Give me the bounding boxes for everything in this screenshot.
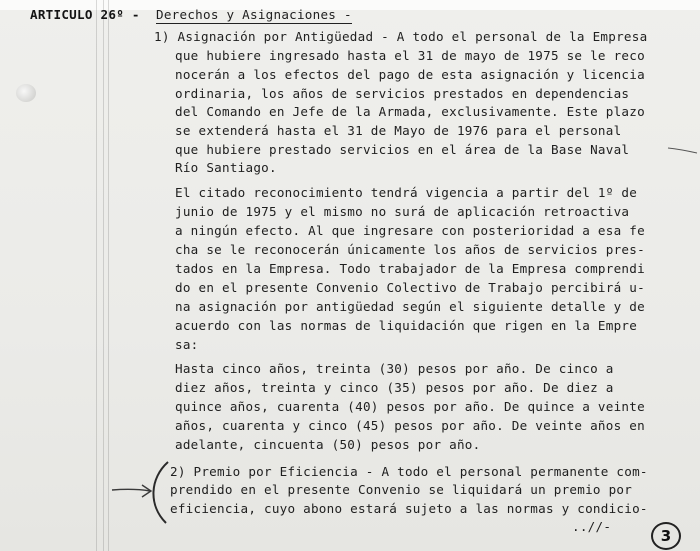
text-line: do en el presente Convenio Colectivo de Trabajo percibirá u-	[175, 280, 645, 295]
text-line: sa:	[175, 337, 199, 352]
text-line: se extenderá hasta el 31 de Mayo de 1976 para el personal	[175, 123, 622, 138]
text-line: diez años, treinta y cinco (35) pesos por año. De diez a	[175, 380, 614, 395]
text-line: a ningún efecto. Al que ingresare con posterioridad a esa fe	[175, 223, 645, 238]
text-line: que hubiere prestado servicios en el área de la Base Naval	[175, 142, 630, 157]
text-line: eficiencia, cuyo abono estará sujeto a las normas y condicio-	[170, 501, 648, 516]
text-line: que hubiere ingresado hasta el 31 de mayo de 1975 se le reco	[175, 48, 645, 63]
text-line: junio de 1975 y el mismo no surá de aplicación retroactiva	[175, 204, 630, 219]
text-line: tados en la Empresa. Todo trabajador de la Empresa comprendi	[175, 261, 645, 276]
text-line: 2) Premio por Eficiencia - A todo el personal permanente com-	[170, 464, 648, 479]
pencil-stroke	[668, 148, 697, 153]
text-line: prendido en el presente Convenio se liquidará un premio por	[170, 482, 633, 497]
text-line: ordinaria, los años de servicios prestados en dependencias	[175, 86, 630, 101]
text-line: 1) Asignación por Antigüedad - A todo el personal de la Empresa	[154, 29, 648, 44]
text-line: acuerdo con las normas de liquidación que rigen en la Empre	[175, 318, 638, 333]
text-line: Hasta cinco años, treinta (30) pesos por año. De cinco a	[175, 361, 614, 376]
text-line: El citado reconocimiento tendrá vigencia a partir del 1º de	[175, 185, 638, 200]
text-line: Río Santiago.	[175, 160, 277, 175]
text-line: adelante, cincuenta (50) pesos por año.	[175, 437, 481, 452]
text-line: na asignación por antigüedad según el siguiente detalle y de	[175, 299, 645, 314]
margin-arrow-icon	[112, 489, 150, 491]
page-number: 3	[651, 522, 681, 550]
article-number: ARTICULO 26º -	[30, 7, 140, 22]
text-line: quince años, cuarenta (40) pesos por año. De quince a veinte	[175, 399, 645, 414]
text-line: nocerán a los efectos del pago de esta asignación y licencia	[175, 67, 645, 82]
section-title: Derechos y Asignaciones -	[156, 7, 352, 22]
text-line: del Comando en Jefe de la Armada, exclusivamente. Este plazo	[175, 104, 645, 119]
text-line: años, cuarenta y cinco (45) pesos por año. De veinte años en	[175, 418, 645, 433]
continuation-mark: ..//-	[572, 519, 612, 534]
text-line: cha se le reconocerán únicamente los años de servicios pres-	[175, 242, 645, 257]
bracket-mark	[153, 462, 168, 523]
